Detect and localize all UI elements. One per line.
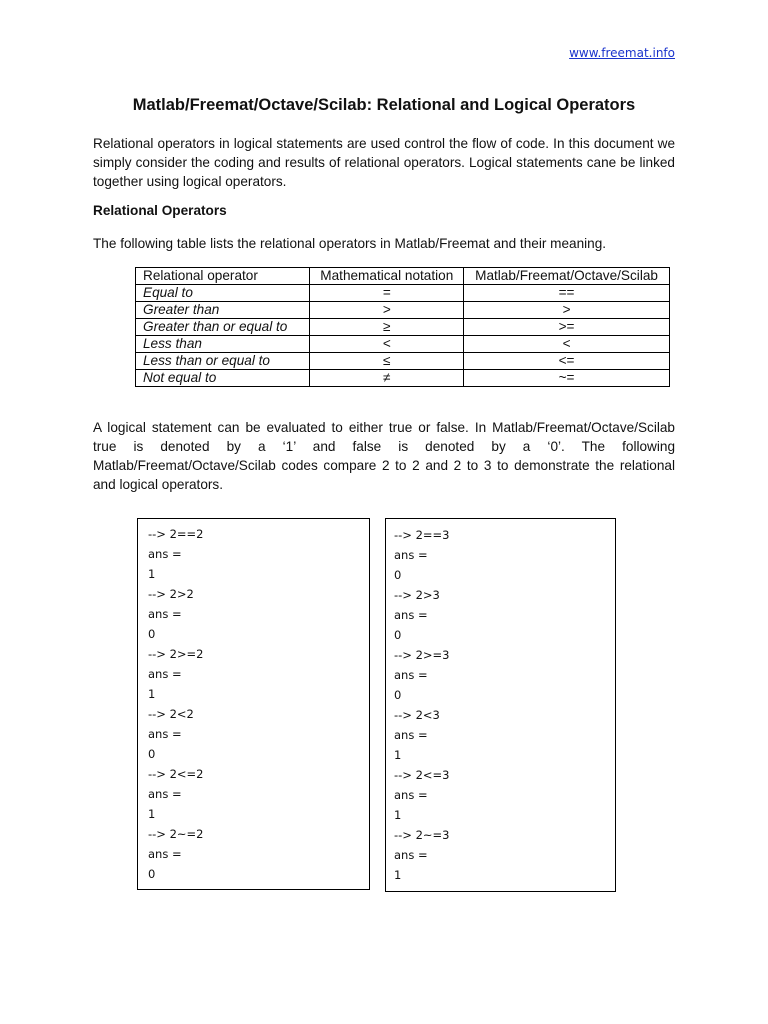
table-row bbox=[136, 370, 670, 387]
code-line: ans = bbox=[148, 547, 182, 561]
logical-statement-paragraph: A logical statement can be evaluated to either true or false. In Matlab/Freemat/Octave/Scilab true is denoted by a ‘1’ and false is denoted by a ‘0’. The following Matlab/Freemat/Octave/Scilab codes compare 2 to 2 and 2 to 3 to demonstrate the relational and logical operators. bbox=[93, 420, 675, 492]
code-line: --> 2<=3 bbox=[394, 768, 450, 782]
intro-paragraph: Relational operators in logical statements are used control the flow of code. In this document we simply consider the coding and results of relational operators. Logical statements cane be linked together using logical operators. bbox=[93, 136, 675, 189]
operator-name: Greater than bbox=[136, 302, 310, 319]
code-line: 0 bbox=[148, 867, 156, 881]
table-row bbox=[136, 353, 670, 370]
code-line: ans = bbox=[148, 847, 182, 861]
math-symbol: ≤ bbox=[310, 353, 464, 370]
code-line: --> 2>2 bbox=[148, 587, 194, 601]
table-row bbox=[136, 302, 670, 319]
math-symbol: = bbox=[310, 285, 464, 302]
code-example-2-vs-3 bbox=[385, 518, 616, 892]
code-line: --> 2<2 bbox=[148, 707, 194, 721]
code-line: 1 bbox=[148, 807, 156, 821]
code-line: --> 2>=2 bbox=[148, 647, 204, 661]
table-row bbox=[136, 319, 670, 336]
code-line: 0 bbox=[394, 568, 402, 582]
math-symbol: < bbox=[310, 336, 464, 353]
code-line: --> 2==3 bbox=[394, 528, 450, 542]
code-line: --> 2==2 bbox=[148, 527, 204, 541]
code-symbol: >= bbox=[464, 319, 670, 336]
math-symbol: ≥ bbox=[310, 319, 464, 336]
document-title: Matlab/Freemat/Octave/Scilab: Relational and Logical Operators bbox=[132, 96, 636, 114]
math-symbol: > bbox=[310, 302, 464, 319]
code-line: 0 bbox=[148, 747, 156, 761]
table-row bbox=[136, 336, 670, 353]
header-matlab-syntax: Matlab/Freemat/Octave/Scilab bbox=[464, 268, 670, 285]
code-line: 1 bbox=[394, 868, 402, 882]
operator-name: Equal to bbox=[136, 285, 310, 302]
code-example-2-vs-2 bbox=[137, 518, 370, 890]
header-mathematical-notation: Mathematical notation bbox=[310, 268, 464, 285]
table-intro-paragraph: The following table lists the relational operators in Matlab/Freemat and their meaning. bbox=[93, 236, 607, 251]
table-header-row bbox=[136, 268, 670, 285]
code-line: 1 bbox=[394, 808, 402, 822]
code-line: 0 bbox=[148, 627, 156, 641]
code-symbol: ~= bbox=[464, 370, 670, 387]
code-line: ans = bbox=[394, 788, 428, 802]
table-row bbox=[136, 285, 670, 302]
code-line: --> 2>=3 bbox=[394, 648, 450, 662]
code-symbol: > bbox=[464, 302, 670, 319]
code-line: --> 2~=2 bbox=[148, 827, 204, 841]
code-line: --> 2~=3 bbox=[394, 828, 450, 842]
code-line: 0 bbox=[394, 688, 402, 702]
code-symbol: < bbox=[464, 336, 670, 353]
code-line: ans = bbox=[394, 848, 428, 862]
code-line: --> 2<=2 bbox=[148, 767, 204, 781]
code-line: ans = bbox=[148, 727, 182, 741]
section-heading-relational-operators: Relational Operators bbox=[93, 203, 227, 218]
code-line: ans = bbox=[394, 728, 428, 742]
code-line: 1 bbox=[148, 687, 156, 701]
freemat-website-link[interactable]: www.freemat.info bbox=[569, 46, 675, 60]
code-line: ans = bbox=[148, 787, 182, 801]
code-line: 1 bbox=[148, 567, 156, 581]
code-line: 1 bbox=[394, 748, 402, 762]
code-line: 0 bbox=[394, 628, 402, 642]
math-symbol: ≠ bbox=[310, 370, 464, 387]
code-line: ans = bbox=[148, 667, 182, 681]
code-symbol: <= bbox=[464, 353, 670, 370]
code-line: ans = bbox=[148, 607, 182, 621]
code-line: ans = bbox=[394, 668, 428, 682]
code-symbol: == bbox=[464, 285, 670, 302]
code-line: ans = bbox=[394, 548, 428, 562]
code-line: --> 2>3 bbox=[394, 588, 440, 602]
header-relational-operator: Relational operator bbox=[136, 268, 310, 285]
code-line: --> 2<3 bbox=[394, 708, 440, 722]
code-line: ans = bbox=[394, 608, 428, 622]
operator-name: Greater than or equal to bbox=[136, 319, 310, 336]
operator-name: Not equal to bbox=[136, 370, 310, 387]
operator-name: Less than bbox=[136, 336, 310, 353]
relational-operators-table bbox=[135, 267, 670, 387]
operator-name: Less than or equal to bbox=[136, 353, 310, 370]
